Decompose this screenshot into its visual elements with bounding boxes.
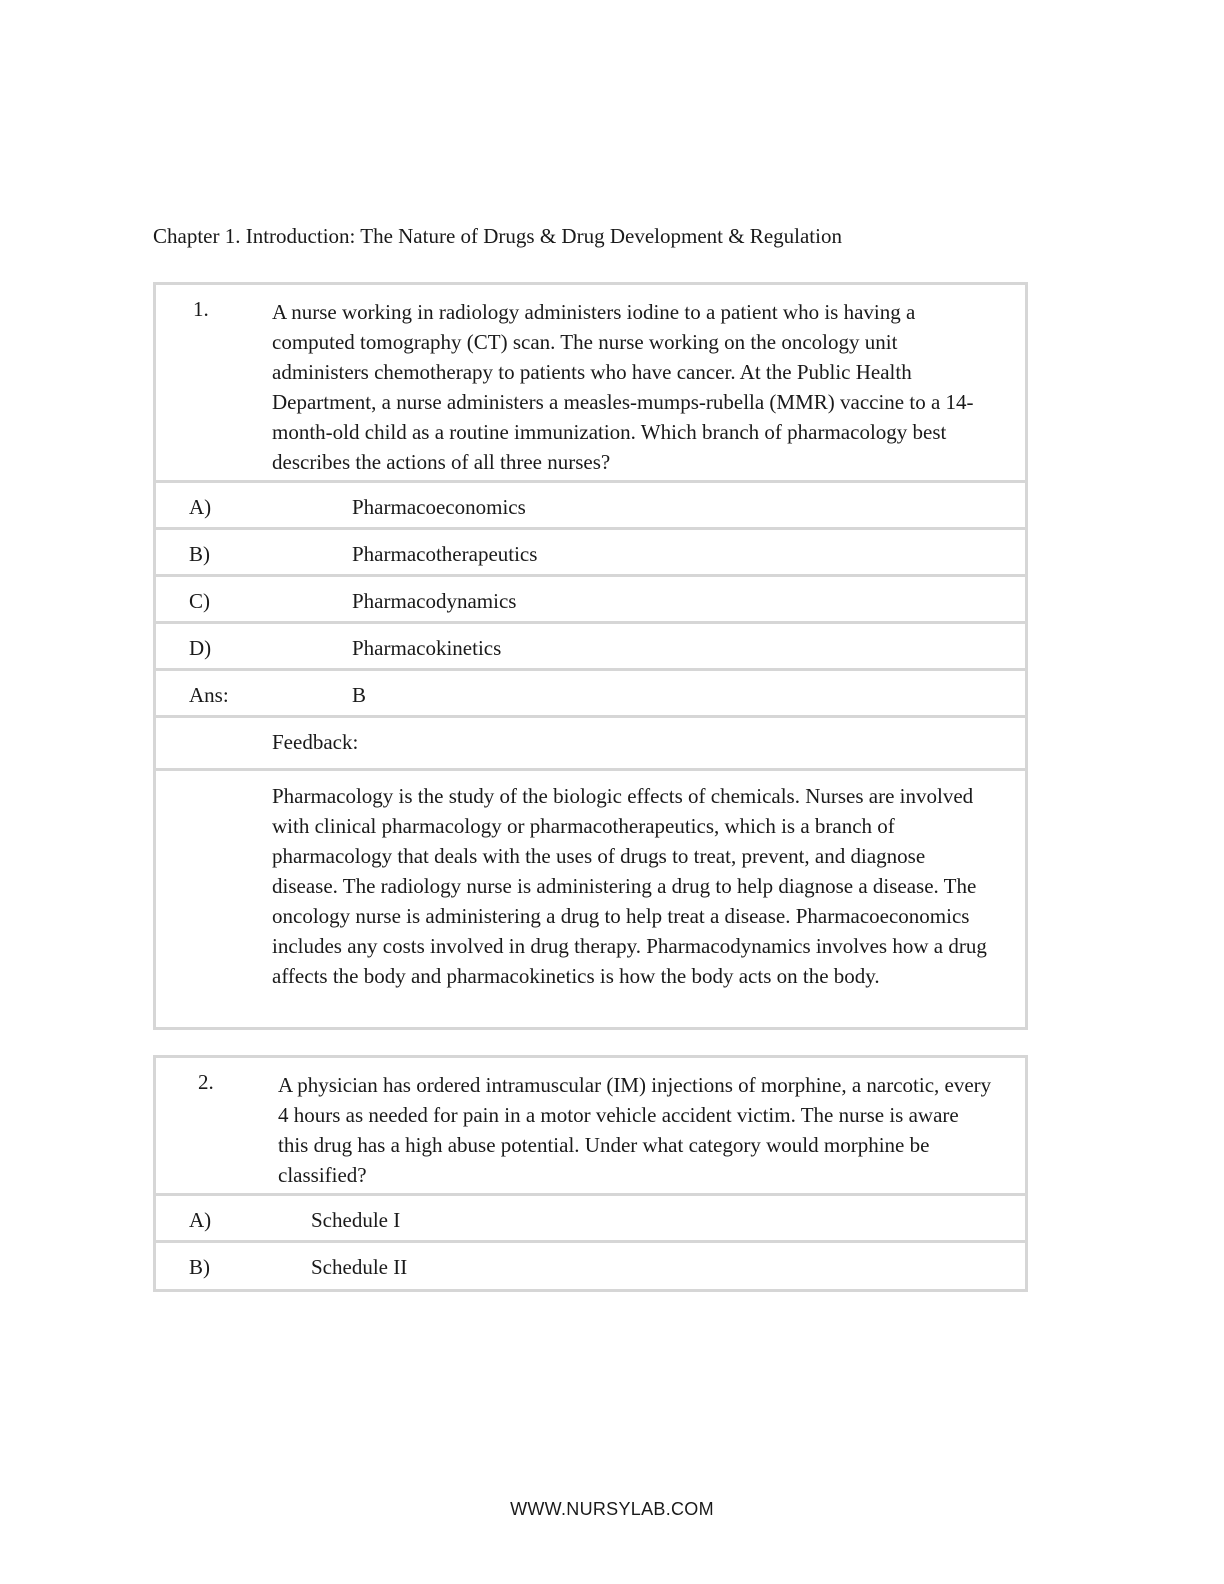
- question-number: 1.: [193, 297, 209, 321]
- question-text: A physician has ordered intramuscular (IM) injections of morphine, a narcotic, every 4 hours as needed for pain in a motor vehicle accident victim. The nurse is aware this drug has a high abuse potential. Under what category would morphine be classified?: [278, 1073, 992, 1187]
- option-label: A): [189, 1208, 212, 1232]
- feedback-label-row: [156, 718, 1025, 771]
- footer-website: WWW.NURSYLAB.COM: [510, 1499, 714, 1519]
- answer-row: [156, 671, 1025, 718]
- question-number: 2.: [198, 1070, 214, 1094]
- question-2-stem-row: [156, 1058, 1025, 1196]
- feedback-label: Feedback:: [272, 730, 359, 754]
- option-text: Pharmacodynamics: [352, 589, 517, 613]
- option-label: D): [189, 636, 212, 660]
- option-text: Schedule II: [311, 1255, 408, 1279]
- question-1-table: [153, 282, 1028, 1030]
- option-text: Pharmacoeconomics: [352, 495, 526, 519]
- question-text: A nurse working in radiology administers iodine to a patient who is having a computed tomography (CT) scan. The nurse working on the oncology unit administers chemotherapy to patients who have cancer. At the Public Health Department, a nurse administers a measles-mumps-rubella (MMR) vaccine to a 14-month-old child as a routine immunization. Which branch of pharmacology best describes the actions of all three nurses?: [272, 300, 974, 474]
- chapter-title: Chapter 1. Introduction: The Nature of Drugs & Drug Development & Regulation: [153, 224, 842, 248]
- option-row-d[interactable]: [156, 624, 1025, 671]
- option-text: Pharmacotherapeutics: [352, 542, 538, 566]
- option-row-b[interactable]: [156, 530, 1025, 577]
- option-text: Pharmacokinetics: [352, 636, 502, 660]
- option-label: B): [189, 1255, 210, 1279]
- answer-label: Ans:: [189, 683, 229, 707]
- feedback-text: Pharmacology is the study of the biologic effects of chemicals. Nurses are involved with clinical pharmacology or pharmacotherapeutics, which is a branch of pharmacology that deals with the uses of drugs to treat, prevent, and diagnose disease. The radiology nurse is administering a drug to help diagnose a disease. The oncology nurse is administering a drug to help treat a disease. Pharmacoeconomics includes any costs involved in drug therapy. Pharmacodynamics involves how a drug affects the body and pharmacokinetics is how the body acts on the body.: [272, 784, 987, 988]
- option-text: Schedule I: [311, 1208, 401, 1232]
- option-label: A): [189, 495, 212, 519]
- option-row-a[interactable]: [156, 1196, 1025, 1243]
- feedback-row: [156, 771, 1025, 1027]
- option-label: C): [189, 589, 210, 613]
- question-1-stem-row: [156, 285, 1025, 483]
- option-label: B): [189, 542, 210, 566]
- question-2-table: [153, 1055, 1028, 1292]
- option-row-b[interactable]: [156, 1243, 1025, 1289]
- option-row-a[interactable]: [156, 483, 1025, 530]
- option-row-c[interactable]: [156, 577, 1025, 624]
- answer-value: B: [352, 683, 367, 707]
